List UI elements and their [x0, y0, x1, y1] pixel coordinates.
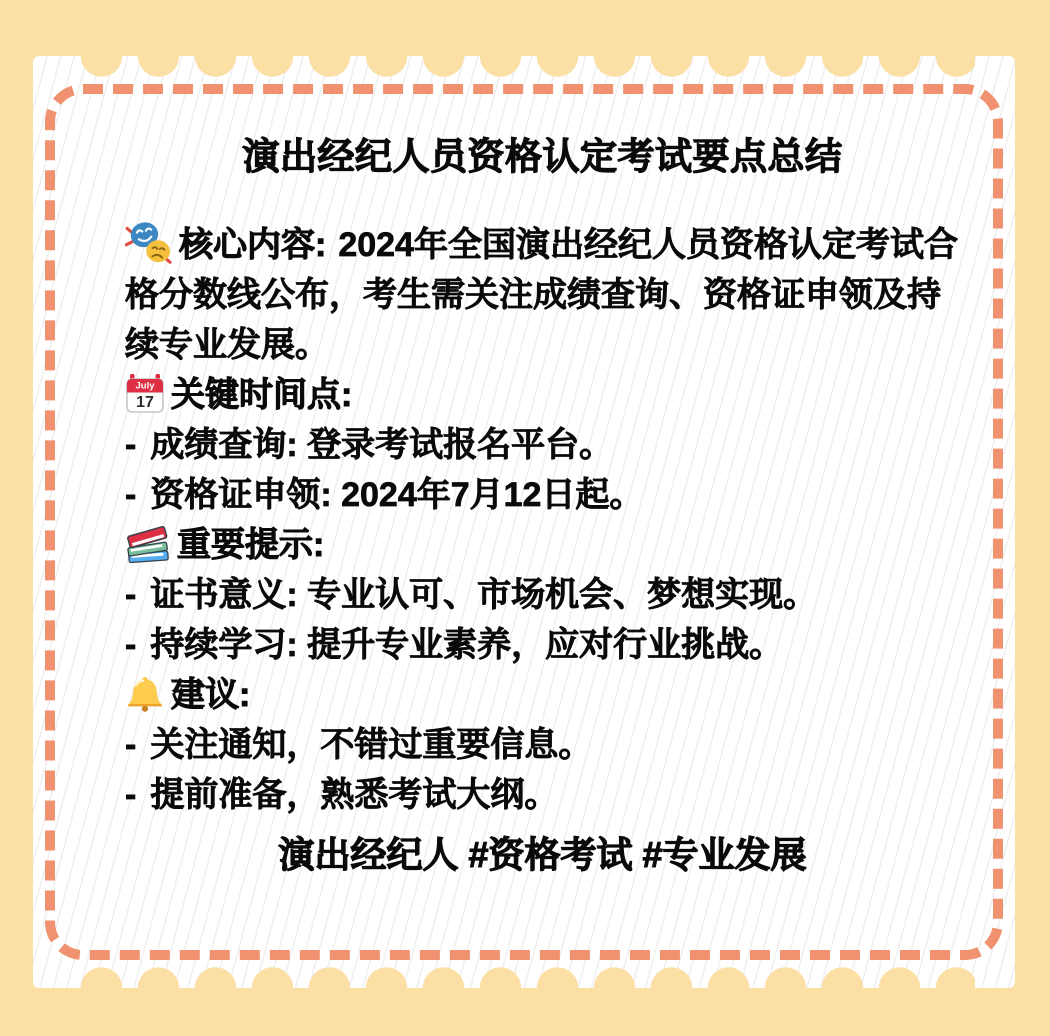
bullet-continuous-learning — [125, 620, 960, 670]
bullet-certificate-claim — [125, 470, 960, 520]
hashtags-footer: 演出经纪人 #资格考试 #专业发展 — [278, 834, 807, 875]
bell-icon — [125, 676, 165, 714]
bullet-dash: - — [125, 426, 137, 464]
scallop-edge-top — [73, 56, 975, 79]
bullet-text: 提前准备，熟悉考试大纲。 — [150, 776, 559, 814]
bullet-text: 证书意义: 专业认可、市场机会、梦想实现。 — [150, 576, 818, 614]
bullet-dash: - — [125, 576, 137, 614]
section-heading: 关键时间点: — [171, 376, 353, 414]
bullet-follow-notices — [125, 720, 960, 770]
section-core-content — [125, 220, 960, 370]
section-timeline-heading — [125, 370, 960, 420]
bullet-dash: - — [125, 726, 137, 764]
page-title: 演出经纪人员资格认定考试要点总结 — [242, 136, 843, 177]
section-heading: 建议: — [171, 676, 251, 714]
section-heading: 核心内容: — [179, 226, 327, 264]
poster-content — [125, 108, 960, 878]
bullet-prepare-early — [125, 770, 960, 820]
bullet-text: 持续学习: 提升专业素养，应对行业挑战。 — [150, 626, 784, 664]
section-notes-heading — [125, 520, 960, 570]
section-heading: 重要提示: — [177, 526, 325, 564]
bullet-score-check — [125, 420, 960, 470]
bullet-dash: - — [125, 476, 137, 514]
bullet-text: 成绩查询: 登录考试报名平台。 — [150, 426, 614, 464]
poster-paper — [33, 56, 1015, 988]
section-suggestions-heading — [125, 670, 960, 720]
bullet-dash: - — [125, 626, 137, 664]
calendar-day-label: 17 — [136, 394, 154, 411]
section-text: 2024年全国演出经纪人员资格认定考试合格分数线公布，考生需关注成绩查询、资格证申领及持续专业发展。 — [125, 226, 958, 364]
bullet-certificate-meaning — [125, 570, 960, 620]
bullet-dash: - — [125, 776, 137, 814]
bullet-text: 关注通知，不错过重要信息。 — [150, 726, 593, 764]
theater-masks-icon — [125, 222, 173, 264]
bullet-text: 资格证申领: 2024年7月12日起。 — [150, 476, 644, 514]
calendar-month-label: July — [135, 380, 155, 392]
scallop-edge-bottom — [73, 965, 975, 988]
books-icon — [125, 524, 171, 564]
calendar-icon — [125, 372, 165, 414]
